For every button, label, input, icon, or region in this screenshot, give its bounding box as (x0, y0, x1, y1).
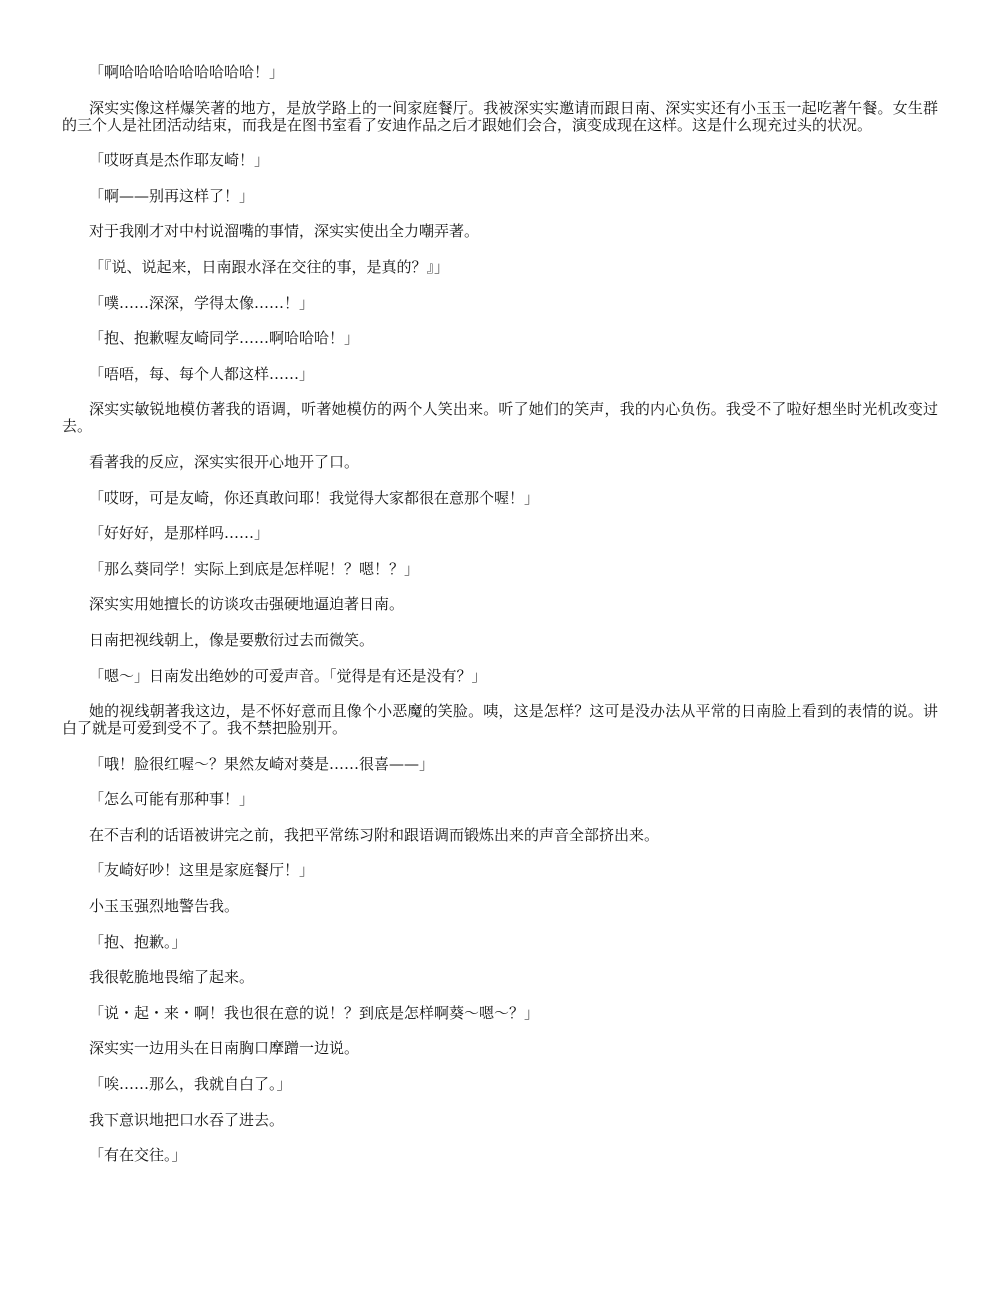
paragraph-9: 「唔唔，每、每个人都这样……」 (89, 364, 315, 383)
paragraph-7: 「噗……深深，学得太像……！」 (89, 293, 315, 312)
paragraph-28: 「唉……那么，我就自白了。」 (89, 1075, 292, 1094)
paragraph-16: 日南把视线朝上，像是要敷衍过去而微笑。 (89, 630, 375, 649)
paragraph-6: 「『说、说起来，日南跟水泽在交往的事，是真的？』」 (89, 257, 450, 276)
paragraph-25: 我很乾脆地畏缩了起来。 (89, 968, 255, 987)
paragraph-23: 小玉玉强烈地警告我。 (89, 897, 240, 916)
document-body (62, 64, 938, 1183)
paragraph-5: 对于我刚才对中村说溜嘴的事情，深实实使出全力嘲弄著。 (89, 222, 480, 241)
paragraph-14: 「那么葵同学！实际上到底是怎样呢！？嗯！？」 (89, 559, 420, 578)
paragraph-10: 深实实敏锐地模仿著我的语调，听著她模仿的两个人笑出来。听了她们的笑声，我的内心负伤。我受不了啦好想坐时光机改变过去。 (62, 400, 938, 436)
paragraph-8: 「抱、抱歉喔友崎同学……啊哈哈哈！」 (89, 329, 360, 348)
paragraph-21: 在不吉利的话语被讲完之前，我把平常练习附和跟语调而锻炼出来的声音全部挤出来。 (89, 825, 660, 844)
paragraph-26: 「说・起・来・啊！我也很在意的说！？到底是怎样啊葵～嗯～？」 (89, 1003, 540, 1022)
paragraph-12: 「哎呀，可是友崎，你还真敢问耶！我觉得大家都很在意那个喔！」 (89, 488, 540, 507)
paragraph-3: 「哎呀真是杰作耶友崎！」 (89, 151, 270, 170)
paragraph-17: 「嗯～」日南发出绝妙的可爱声音。「觉得是有还是没有？」 (89, 666, 487, 685)
paragraph-2: 深实实像这样爆笑著的地方，是放学路上的一间家庭餐厅。我被深实实邀请而跟日南、深实实还有小玉玉一起吃著午餐。女生群的三个人是社团活动结束，而我是在图书室看了安迪作品之后才跟她们会合，演变成现在这样。这是什么现充过头的状况。 (62, 98, 938, 134)
paragraph-18: 她的视线朝著我这边，是不怀好意而且像个小恶魔的笑脸。咦，这是怎样？这可是没办法从平常的日南脸上看到的表情的说。讲白了就是可爱到受不了。我不禁把脸别开。 (62, 702, 938, 738)
paragraph-19: 「哦！脸很红喔～？果然友崎对葵是……很喜——」 (89, 754, 435, 773)
paragraph-29: 我下意识地把口水吞了进去。 (89, 1110, 285, 1129)
paragraph-4: 「啊——别再这样了！」 (89, 186, 255, 205)
paragraph-15: 深实实用她擅长的访谈攻击强硬地逼迫著日南。 (89, 595, 405, 614)
paragraph-1: 「啊哈哈哈哈哈哈哈哈哈！」 (89, 63, 285, 81)
paragraph-30: 「有在交往。」 (89, 1146, 187, 1165)
paragraph-22: 「友崎好吵！这里是家庭餐厅！」 (89, 861, 315, 880)
paragraph-24: 「抱、抱歉。」 (89, 932, 187, 951)
paragraph-11: 看著我的反应，深实实很开心地开了口。 (89, 452, 360, 471)
paragraph-13: 「好好好，是那样吗……」 (89, 524, 270, 543)
paragraph-20: 「怎么可能有那种事！」 (89, 790, 255, 809)
paragraph-27: 深实实一边用头在日南胸口摩蹭一边说。 (89, 1039, 360, 1058)
